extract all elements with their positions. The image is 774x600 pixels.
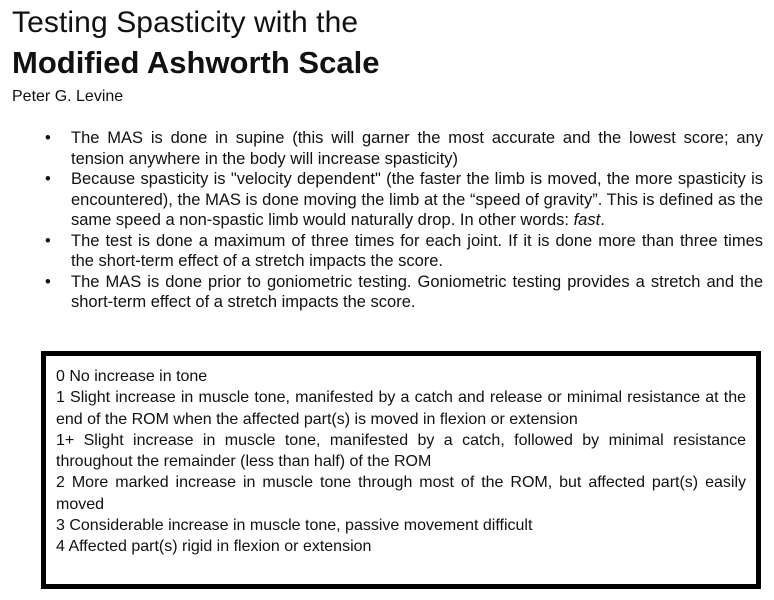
ashworth-scale-box — [41, 351, 761, 589]
list-item — [41, 128, 763, 169]
author-name: Peter G. Levine — [12, 88, 124, 105]
list-item-text: Because spasticity is "velocity dependent" (the faster the limb is moved, the more spasticity is encountered), the MAS is done moving the limb at the “speed of gravity”. This is defined as the same speed a non-spastic limb would naturally drop. In other words: — [71, 170, 763, 229]
scale-grade-list — [46, 356, 756, 558]
page-title-line-2: Modified Ashworth Scale — [12, 45, 380, 80]
list-item-suffix: . — [600, 211, 605, 229]
bullet-icon: • — [45, 272, 51, 291]
scale-grade-3: 3 Considerable increase in muscle tone, passive movement difficult — [56, 517, 533, 535]
list-item-text: The test is done a maximum of three times for each joint. If it is done more than three times the short-term effect of a stretch impacts the score. — [71, 231, 763, 270]
bullet-icon: • — [45, 231, 51, 250]
list-item-text: The MAS is done in supine (this will garner the most accurate and the lowest score; any tension anywhere in the body will increase spasticity) — [71, 129, 763, 168]
scale-grade-2: 2 More marked increase in muscle tone through most of the ROM, but affected part(s) easily moved — [56, 474, 746, 513]
emphasis-text: fast — [573, 211, 601, 229]
bullet-icon: • — [45, 170, 51, 188]
list-item — [41, 169, 763, 231]
list-item — [41, 231, 763, 272]
list-item-text: The MAS is done prior to goniometric testing. Goniometric testing provides a stretch and the short-term effect of a stretch impacts the score. — [71, 272, 763, 311]
scale-grade-4: 4 Affected part(s) rigid in flexion or extension — [56, 538, 372, 556]
list-item — [41, 272, 763, 313]
page-title-line-1: Testing Spasticity with the — [12, 6, 359, 39]
scale-grade-0: 0 No increase in tone — [56, 368, 208, 385]
bullet-icon: • — [45, 129, 51, 147]
scale-grade-1: 1 Slight increase in muscle tone, manifested by a catch and release or minimal resistance at the end of the ROM when the affected part(s) is moved in flexion or extension — [56, 389, 746, 428]
scale-grade-1-plus: 1+ Slight increase in muscle tone, manifested by a catch, followed by minimal resistance throughout the remainder (less than half) of the ROM — [56, 431, 746, 471]
guideline-list — [41, 128, 763, 313]
